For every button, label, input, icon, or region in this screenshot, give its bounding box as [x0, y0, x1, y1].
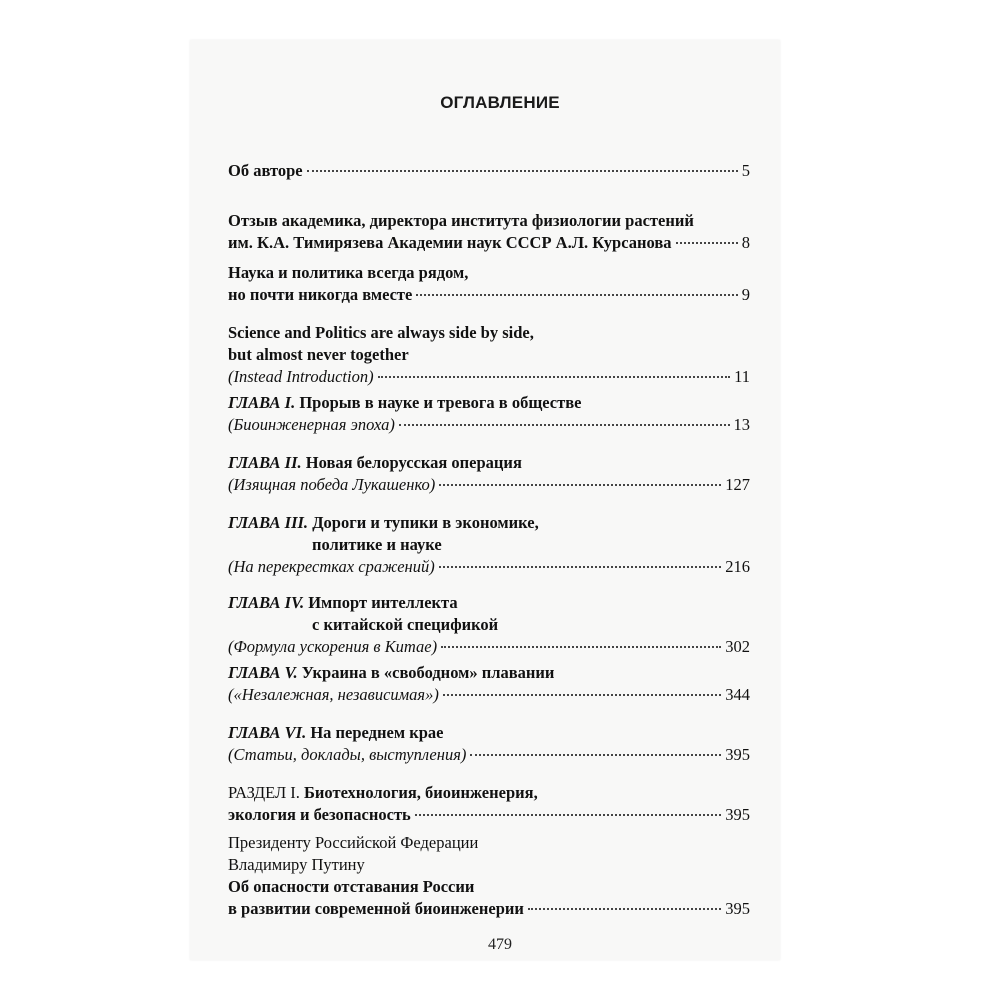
toc-entry-text: (На перекрестках сражений) [228, 557, 435, 576]
toc-entry-text: (Instead Introduction) [228, 367, 374, 386]
toc-page-number: 13 [733, 415, 750, 434]
toc-entry-line [228, 262, 750, 284]
toc-entry-text: им. К.А. Тимирязева Академии наук СССР А.Л. Курсанова [228, 233, 672, 252]
toc-entry-text: (Изящная победа Лукашенко) [228, 475, 436, 494]
dot-leader [676, 241, 738, 244]
toc-page-number: 9 [741, 285, 750, 304]
toc-entry-line [228, 804, 750, 826]
toc-entry-text: Наука и политика всегда рядом, [228, 263, 469, 282]
toc-entry[interactable] [228, 452, 750, 496]
toc-entry-text: с китайской спецификой [312, 615, 499, 634]
toc-entry-text: Украина в «свободном» плавании [297, 663, 555, 682]
toc-entry-line [228, 636, 750, 658]
toc-page-number: 5 [741, 161, 750, 180]
toc-entry-line [228, 452, 750, 474]
toc-entry-line [228, 210, 750, 232]
toc-page-number: 8 [741, 233, 750, 252]
toc-entry-text: Президенту Российской Федерации [228, 833, 479, 852]
toc-entry-line [228, 474, 750, 496]
toc-entry[interactable] [228, 782, 750, 826]
toc-entry[interactable] [228, 322, 750, 388]
chapter-label: ГЛАВА V. [228, 663, 298, 682]
toc-entry-line [228, 160, 750, 182]
toc-page-number: 216 [725, 557, 750, 576]
toc-entry-text: Science and Politics are always side by side, [228, 323, 534, 342]
toc-entry-text: Отзыв академика, директора института физиологии растений [228, 211, 694, 230]
page-number: 479 [488, 936, 512, 953]
toc-entry-line [228, 556, 750, 578]
dot-leader [470, 753, 721, 756]
chapter-label: ГЛАВА III. [228, 513, 309, 532]
toc-entry-text: Владимиру Путину [228, 855, 365, 874]
toc-page-number: 344 [725, 685, 750, 704]
toc-entry-line [228, 392, 750, 414]
toc-page-number: 127 [725, 475, 750, 494]
toc-entry-text: Об авторе [228, 161, 303, 180]
toc-entry-text: («Незалежная, независимая») [228, 685, 439, 704]
toc-entry-text: (Биоинженерная эпоха) [228, 415, 395, 434]
toc-entry-line [228, 366, 750, 388]
dot-leader [441, 645, 721, 648]
dot-leader [439, 565, 722, 568]
toc-entry-text: (Статьи, доклады, выступления) [228, 745, 467, 764]
toc-entry-text: но почти никогда вместе [228, 285, 413, 304]
toc-entry-text: Импорт интеллекта [304, 593, 458, 612]
chapter-label: ГЛАВА IV. [228, 593, 305, 612]
toc-page-number: 302 [725, 637, 750, 656]
toc-page-number: 11 [734, 367, 750, 386]
toc-heading: ОГЛАВЛЕНИЕ [440, 93, 560, 112]
toc-entry-text: Новая белорусская операция [301, 453, 522, 472]
toc-entry-text: Об опасности отставания России [228, 877, 475, 896]
chapter-label: ГЛАВА I. [228, 393, 296, 412]
dot-leader [307, 169, 738, 172]
toc-entry-text: политике и науке [312, 535, 442, 554]
toc-entry-line [228, 284, 750, 306]
toc-entry-text: На переднем крае [306, 723, 444, 742]
toc-page-number: 395 [725, 899, 750, 918]
toc-entry-line [228, 854, 750, 876]
toc-entry[interactable] [228, 262, 750, 306]
toc-entry-text: РАЗДЕЛ I. [228, 783, 305, 802]
toc-entry-line [228, 614, 750, 636]
toc-entry[interactable] [228, 160, 750, 182]
dot-leader [378, 375, 731, 378]
toc-entry-line [228, 414, 750, 436]
dot-leader [416, 293, 737, 296]
toc-page-number: 395 [725, 805, 750, 824]
dot-leader [528, 907, 721, 910]
chapter-label: ГЛАВА II. [228, 453, 302, 472]
toc-entry-line [228, 832, 750, 854]
toc-entry-text: Биотехнология, биоинженерия, [304, 783, 538, 802]
toc-entry-line [228, 322, 750, 344]
toc-entry-line [228, 344, 750, 366]
toc-entry-line [228, 782, 750, 804]
toc-entry[interactable] [228, 392, 750, 436]
toc-entry-text: Прорыв в науке и тревога в обществе [295, 393, 582, 412]
toc-entry-line [228, 534, 750, 556]
toc-entry[interactable] [228, 832, 750, 920]
dot-leader [399, 423, 730, 426]
toc-page-number: 395 [725, 745, 750, 764]
toc-entry-line [228, 592, 750, 614]
dot-leader [443, 693, 721, 696]
toc-entry-line [228, 876, 750, 898]
toc-entry[interactable] [228, 722, 750, 766]
toc-entry-line [228, 684, 750, 706]
toc-entry[interactable] [228, 210, 750, 254]
toc-entry-line [228, 512, 750, 534]
toc-entry-text: экология и безопасность [228, 805, 411, 824]
dot-leader [415, 813, 721, 816]
toc-entry-text: but almost never together [228, 345, 409, 364]
toc-entry-line [228, 722, 750, 744]
toc-entry-line [228, 744, 750, 766]
toc-entry[interactable] [228, 592, 750, 658]
bleed-through-text [748, 58, 978, 608]
dot-leader [439, 483, 721, 486]
toc-entry-text: Дороги и тупики в экономике, [308, 513, 539, 532]
toc-entry[interactable] [228, 662, 750, 706]
toc-entry-line [228, 662, 750, 684]
toc-entry-line [228, 898, 750, 920]
toc-entry-line [228, 232, 750, 254]
toc-entry-text: в развитии современной биоинженерии [228, 899, 524, 918]
toc-entry[interactable] [228, 512, 750, 578]
chapter-label: ГЛАВА VI. [228, 723, 307, 742]
toc-entry-text: (Формула ускорения в Китае) [228, 637, 438, 656]
